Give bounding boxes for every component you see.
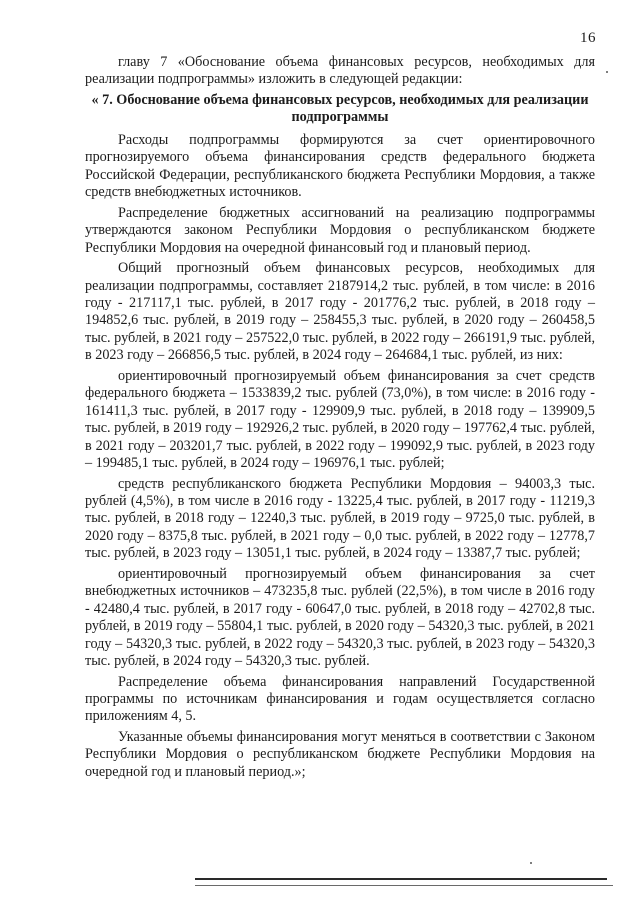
scan-speck — [530, 862, 532, 864]
section-heading: « 7. Обоснование объема финансовых ресурсов, необходимых для реализации подпрограммы — [91, 91, 589, 125]
paragraph-amendments: Указанные объемы финансирования могут меняться в соответствии с Законом Республики Мордовия о республиканском бюджете Республики Мордовия на очередной год и плановый период.»; — [85, 728, 595, 780]
intro-paragraph: главу 7 «Обоснование объема финансовых ресурсов, необходимых для реализации подпрограммы» изложить в следующей редакции: — [85, 54, 595, 88]
paragraph-allocation: Распределение бюджетных ассигнований на реализацию подпрограммы утверждаются законом Республики Мордовия о республиканском бюджете Республики Мордовия на очередной финансовый год и плановый период. — [85, 204, 595, 256]
paragraph-distribution: Распределение объема финансирования направлений Государственной программы по источникам финансирования и годам осуществляется согласно приложениям 4, 5. — [85, 673, 595, 725]
page-number: 16 — [580, 30, 596, 46]
footer-rule — [195, 878, 607, 880]
footer-rule-secondary — [195, 885, 613, 886]
paragraph-extrabudgetary: ориентировочный прогнозируемый объем финансирования за счет внебюджетных источников – 473235,8 тыс. рублей (22,5%), в том числе в 2016 году - 42480,4 тыс. рублей, в 2017 году - 60647,0 тыс. рублей, в 2018 году – 42702,8 тыс. рублей, в 2019 году – 55804,1 тыс. рублей, в 2020 году – 54320,3 тыс. рублей, в 2021 году – 54320,3 тыс. рублей, в 2022 году – 54320,3 тыс. рублей, в 2023 году – 54320,3 тыс. рублей, в 2024 году – 54320,3 тыс. рублей. — [85, 565, 595, 670]
scan-speck — [606, 71, 608, 73]
paragraph-expenses: Расходы подпрограммы формируются за счет ориентировочного прогнозируемого объема финансирования средств федерального бюджета Российской Федерации, республиканского бюджета Республики Мордовия, а также средств внебюджетных источников. — [85, 131, 595, 201]
paragraph-federal-budget: ориентировочный прогнозируемый объем финансирования за счет средств федерального бюджета – 1533839,2 тыс. рублей (73,0%), в том числе: в 2016 году - 161411,3 тыс. рублей, в 2017 году - 129909,9 тыс. рублей, в 2018 году – 139909,5 тыс. рублей, в 2019 году – 192926,2 тыс. рублей, в 2020 году – 197762,4 тыс. рублей, в 2021 году – 203201,7 тыс. рублей, в 2022 году – 199092,9 тыс. рублей, в 2023 году – 199485,1 тыс. рублей, в 2024 году – 196976,1 тыс. рублей; — [85, 367, 595, 472]
paragraph-republican-budget: средств республиканского бюджета Республики Мордовия – 94003,3 тыс. рублей (4,5%), в том числе в 2016 году - 13225,4 тыс. рублей, в 2017 году - 11219,3 тыс. рублей, в 2018 году – 12240,3 тыс. рублей, в 2019 году – 9725,0 тыс. рублей, в 2020 году – 8375,8 тыс. рублей, в 2021 году – 0,0 тыс. рублей, в 2022 году – 12778,7 тыс. рублей, в 2023 году – 13051,1 тыс. рублей, в 2024 году – 13387,7 тыс. рублей; — [85, 475, 595, 562]
paragraph-total-volume: Общий прогнозный объем финансовых ресурсов, необходимых для реализации подпрограммы, составляет 2187914,2 тыс. рублей, в том числе: в 2016 году - 217117,1 тыс. рублей, в 2017 году - 201776,2 тыс. рублей, в 2018 году – 194852,6 тыс. рублей, в 2019 году – 258455,3 тыс. рублей, в 2020 году – 260458,5 тыс. рублей, в 2021 году – 257522,0 тыс. рублей, в 2022 году – 266191,9 тыс. рублей, в 2023 году – 266856,5 тыс. рублей, в 2024 году – 264684,1 тыс. рублей, из них: — [85, 260, 595, 364]
document-body — [85, 54, 595, 781]
